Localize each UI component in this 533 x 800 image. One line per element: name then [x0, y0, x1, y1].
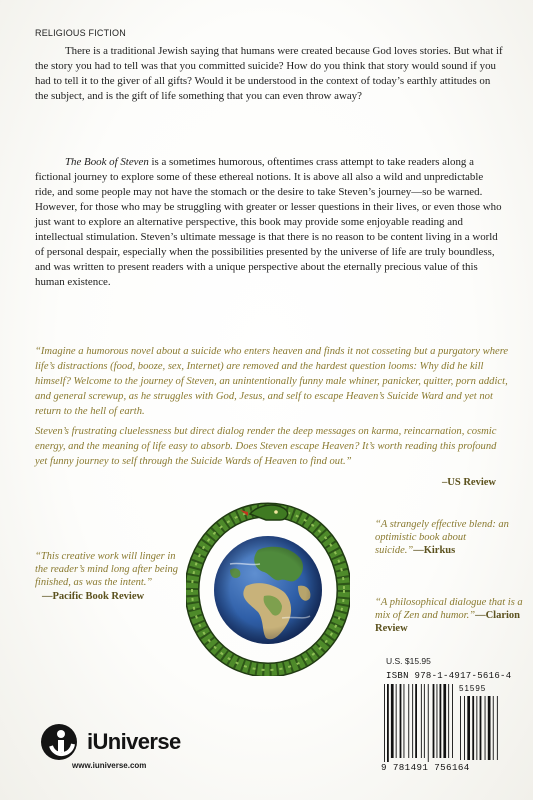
pacific-review [35, 550, 180, 603]
barcode-icon [382, 682, 517, 772]
kirkus-review-attribution: —Kirkus [413, 545, 456, 556]
clarion-review [375, 596, 523, 635]
clarion-review-attribution: —Clarion Review [375, 610, 520, 634]
publisher-url: www.iuniverse.com [72, 761, 147, 770]
us-review-attribution: –US Review [442, 477, 496, 488]
isbn-label: ISBN 978-1-4917-5616-4 [386, 671, 512, 681]
intro-paragraph: There is a traditional Jewish saying that humans were created because God loves stories. But what if the story you had to tell was that you committed suicide? How do you think that story would sound if you had to tell it to the giver of all gifts? Would it be understood in the context of today’s earthly attitudes on the subject, and is the gift of life something that you can even throw away? [35, 45, 503, 102]
pacific-review-attribution: —Pacific Book Review [42, 591, 145, 602]
publisher-logo [37, 722, 237, 782]
iuniverse-globe-icon [37, 722, 83, 762]
ouroboros-earth-icon [186, 500, 350, 676]
book-title: The Book of Steven [65, 156, 149, 168]
publisher-name: iUniverse [87, 729, 181, 754]
kirkus-review-quote: “A strangely effective blend: an optimistic book about suicide.” [375, 519, 509, 556]
us-review-quote-part1: “Imagine a humorous novel about a suicide who enters heaven and finds it not cosseting but a purgatory where life’s distractions (food, booze, sex, Internet) are removed and the hardest question looms: Why did he kill himself? Welcome to the journey of Steven, an unintentionally funny male whiner, panicker, quitter, porn addict, and general screwup, as he struggles with God, Jesus, and self to escape Heaven’s Suicide Ward and yet not return to the hell of earth. [35, 346, 509, 417]
genre-label: RELIGIOUS FICTION [35, 28, 126, 38]
kirkus-review [375, 518, 515, 557]
summary-paragraph [35, 155, 505, 290]
price-label: U.S. $15.95 [386, 656, 431, 666]
pacific-review-quote: “This creative work will linger in the reader’s mind long after being finished, as was the intent.” [35, 551, 179, 588]
barcode-number: 9 781491 756164 [381, 762, 470, 773]
clarion-review-quote: “A philosophical dialogue that is a mix of Zen and humor.” [375, 597, 523, 621]
price-code: 51595 [459, 684, 487, 693]
summary-text: is a sometimes humorous, oftentimes crass attempt to take readers along a fictional journey to explore some of these ethereal notions. It is above all also a wild and unpredictable ride, and some people may not have the stomach or the desire to take Steven’s journey—so be warned. However, for those who may be struggling with greater or lesser questions in their lives, or even those who just want to explore an alternative perspective, this book may provide some enjoyable reading and intellectual stimulation. Steven’s ultimate message is that there is no reason to be content living in a world of personal despair, especially when the possibilities presented by the universe of life are truly boundless, and was written to present readers with a unique perspective about the eternally precious value of this human existence. [35, 156, 502, 288]
us-review-quote-part2: Steven’s frustrating cluelessness but direct dialog render the deep messages on karma, reincarnation, cosmic energy, and the meaning of life easy to absorb. Does Steven escape Heaven? It’s worth reading this profound yet funny journey to self through the Suicide Wards of Heaven to find out.” [35, 426, 497, 467]
